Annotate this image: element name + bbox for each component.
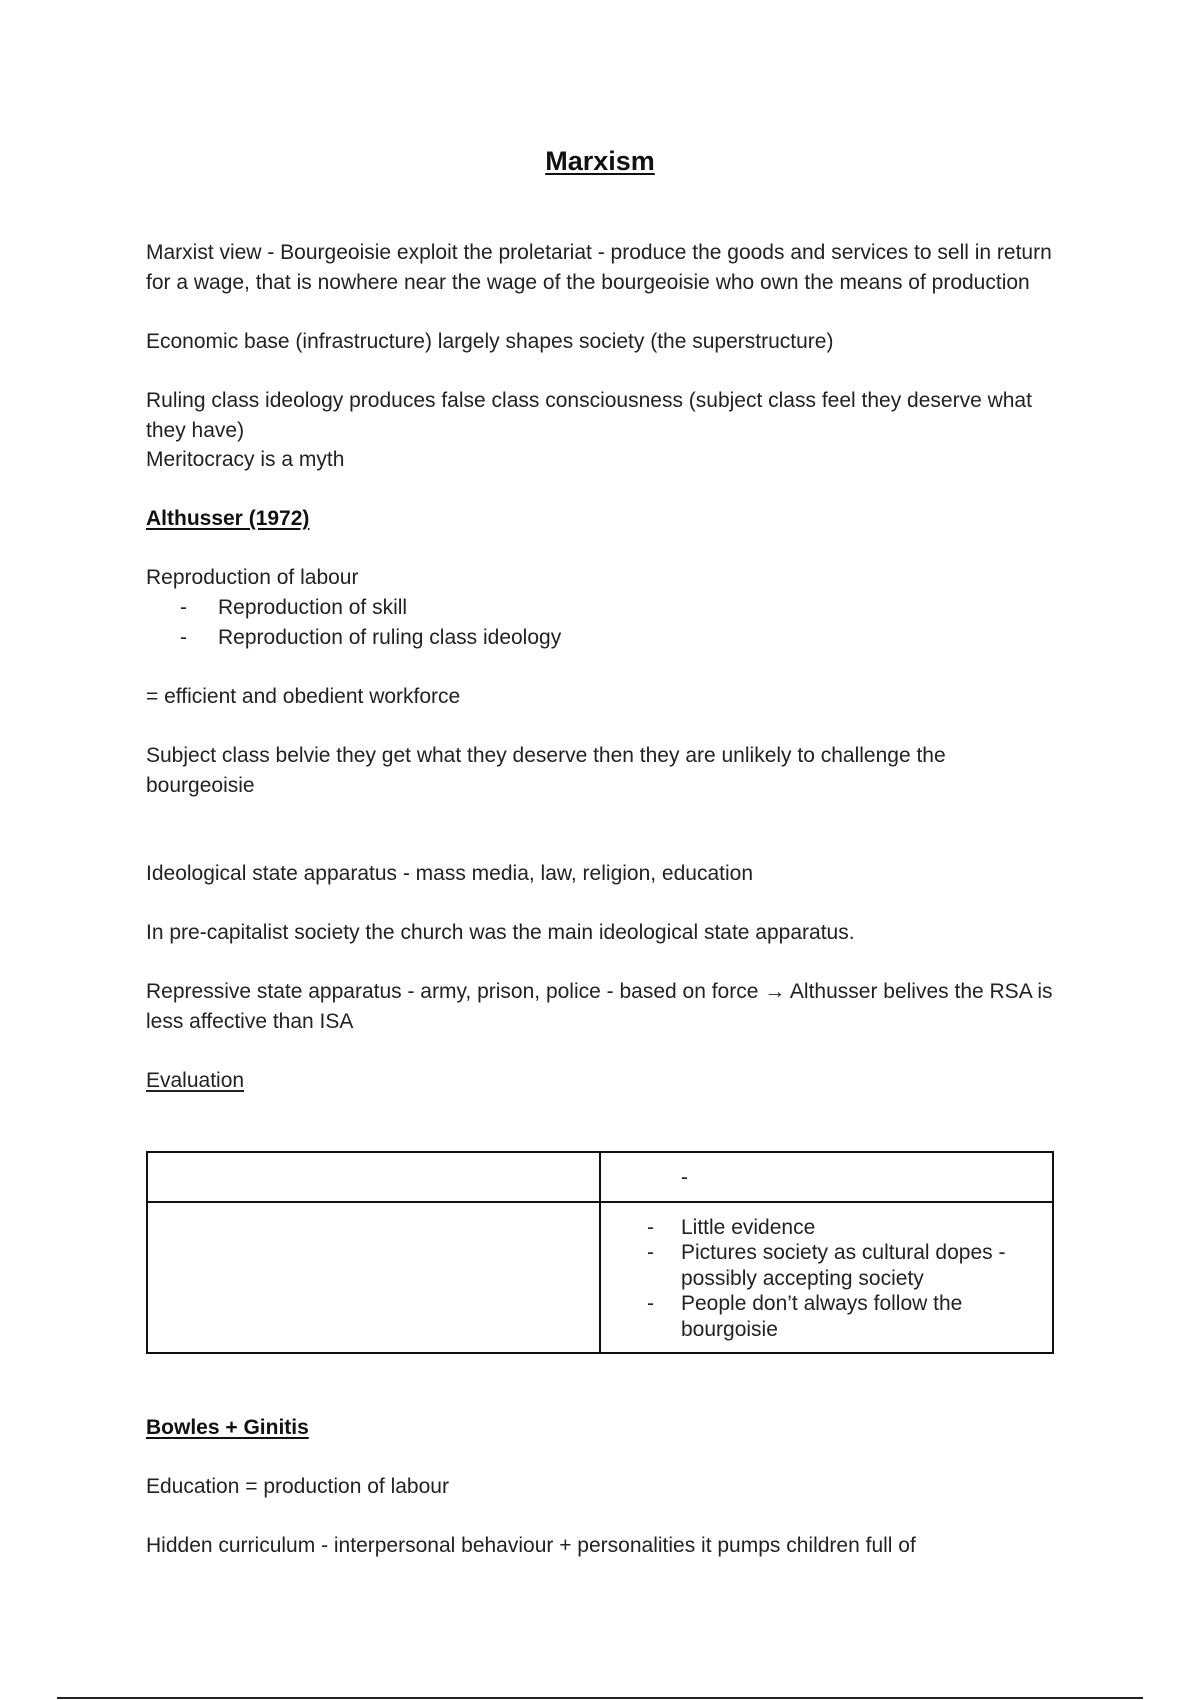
cell-bullet-list [601, 1203, 1052, 1353]
evaluation-heading: Evaluation [146, 1069, 245, 1092]
reproduction-label: Reproduction of labour [146, 566, 359, 589]
list-item: - Pictures society as cultural dopes - possibly accepting society [647, 1241, 1006, 1290]
table-cell-right [600, 1202, 1053, 1354]
footer-divider [57, 1697, 1143, 1699]
bowles-paragraph-2: Hidden curriculum - interpersonal behaviour + personalities it pumps children full of [146, 1534, 916, 1557]
intro-paragraph-3: Ruling class ideology produces false class consciousness (subject class feel they deserve what they have) [146, 389, 1032, 442]
table-cell-right [600, 1152, 1053, 1202]
intro-paragraph-2: Economic base (infrastructure) largely shapes society (the superstructure) [146, 330, 834, 353]
althusser-heading: Althusser (1972) [146, 507, 310, 530]
subject-class-paragraph: Subject class belvie they get what they deserve then they are unlikely to challenge the bourgeoisie [146, 744, 946, 797]
list-item: - Little evidence [647, 1215, 816, 1239]
list-item: - Reproduction of skill [180, 593, 561, 623]
dash-bullet: - [180, 596, 187, 619]
result-line: = efficient and obedient workforce [146, 685, 461, 708]
list-item: - Reproduction of ruling class ideology [180, 623, 561, 653]
cell-bullet-list [601, 1153, 1052, 1201]
precapitalist-paragraph: In pre-capitalist society the church was the main ideological state apparatus. [146, 921, 855, 944]
table-cell-left [147, 1202, 600, 1354]
rsa-paragraph: Repressive state apparatus - army, prison, police - based on force → Althusser belives the RSA is less affective than ISA [146, 980, 1053, 1033]
dash-bullet: - [647, 1241, 654, 1264]
table-row [147, 1152, 1053, 1202]
list-item: - People don’t always follow the bourgoisie [647, 1292, 963, 1341]
dash-bullet: - [647, 1215, 654, 1239]
intro-paragraph-4: Meritocracy is a myth [146, 448, 345, 471]
dash-bullet: - [180, 626, 187, 649]
bowles-paragraph-1: Education = production of labour [146, 1475, 449, 1498]
table-row [147, 1202, 1053, 1354]
intro-paragraph-1: Marxist view - Bourgeoisie exploit the proletariat - produce the goods and services to sell in return for a wage, that is nowhere near the wage of the bourgeoisie who own the means of production [146, 241, 1052, 294]
table-cell-left [147, 1152, 600, 1202]
reproduction-bullet-list [180, 593, 561, 653]
dash-bullet: - [647, 1292, 654, 1315]
bowles-heading: Bowles + Ginitis [146, 1416, 309, 1439]
list-item: - [681, 1166, 688, 1189]
isa-paragraph: Ideological state apparatus - mass media, law, religion, education [146, 862, 754, 885]
evaluation-table [146, 1151, 1054, 1354]
page-title: Marxism [545, 146, 655, 176]
